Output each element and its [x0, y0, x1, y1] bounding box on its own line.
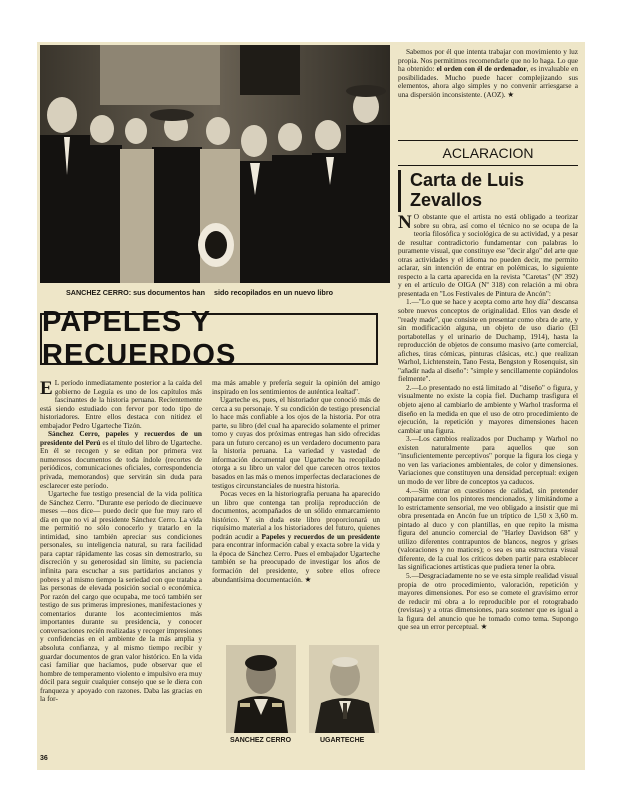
left-paragraph-1: E L período inmediatamente posterior a la caída del gobierno de Leguía es uno de los capítulos más fascinantes de la historia peruana. Recientemente está siendo estudiado con fervor por todo tipo de historiadores. Entre ellos destaca con nitidez el embajador Pedro Ugarteche Tizón.	[40, 378, 202, 430]
drop-cap-n: N	[398, 212, 412, 233]
right-paragraph-2: 2.—Lo presentado no está limitado al "diseño" o figura, y visualmente no existe la copia fiel. Duchamp trasfigura el objeto ajeno al cambiarlo de ambiente y Warhol trasforma el diseño en la medida en que el uso de otro procedimiento de ejecución, la repetición y mayores dimensiones hacen cambiar una figura.	[398, 382, 578, 435]
right-column	[398, 213, 578, 632]
photo-caption-left: SANCHEZ CERRO: sus documentos han	[66, 288, 205, 297]
page-number: 36	[40, 755, 48, 762]
portrait-caption-sanchez-cerro: SANCHEZ CERRO	[230, 737, 292, 744]
right-paragraph-1: 1.—"Lo que se hace y acepta como arte hoy día" descansa sobre nuevos conceptos de originalidad. Ellos van desde el "ready made", que consiste en presentar como obra de arte, y sin modificación alguna, un objeto de uso diario (El portabotellas y el urinario de Duchamp, 1914), hasta la reproducción de objetos de consumo masivo (arte comercial, afiches, tiras cómicas, pinturas clásicas, etc.) que realizan Warhol, Lichtenstein, Tano Festa, Bengston y Rosenquist, sin "añadir nada al diseño": "simple y sencillamente copiándolos fielmente".	[398, 297, 578, 384]
letter-subtitle: Carta de Luis Zevallos	[410, 170, 525, 210]
left-column	[40, 379, 202, 704]
middle-column	[212, 379, 380, 584]
right-paragraph-4: 4.—Sin entrar en cuestiones de calidad, sin pretender compararme con los pintores mencionados, y limitándome a lo estrictamente sensorial, me veo obligado a insistir que mi obra presentada en Ancón fue un tríptico de 1,50 x 3,60 m. pintado al duco y con plantillas, en que repito la misma figura del anuncio comercial de "Harley Davidson 68" y utilizo diferentes contrapuntos de blancos, negros y grises (valoraciones y no matices); o sea es una estructura visual diferente, de la cual los críticos deben partir para establecer las significaciones artísticas que pudiera tener la obra.	[398, 485, 578, 572]
drop-cap-e: E	[40, 378, 53, 399]
mid-paragraph-1: ma más amable y prefería seguir la opinión del amigo inspirado en los sentimientos de auténtica lealtad".	[212, 378, 380, 396]
portrait-caption-ugarteche: UGARTECHE	[320, 737, 365, 744]
mid-paragraph-2: Ugarteche es, pues, el historiador que conoció más de cerca a su personaje. Y su condición de testigo presencial lo hace más confiable a los ojos de la historia. Por otra parte, su libro (del cual ha aparecido solamente el primer tomo y cuyas dos próximas entregas han sido ofrecidas para un futuro cercano) es un verdadero documento para la historia peruana. La variedad y vastedad de información documental que Ugarteche ha recopilado otorga a su libro un valor del que carecen otros textos basados en las más o menos imperfectas declaraciones de testigos circunstanciales de nuestra historia.	[212, 395, 380, 490]
section-top-rule	[398, 140, 578, 141]
photo-caption-right: sido recopilados en un nuevo libro	[214, 288, 334, 297]
section-label: ACLARACION	[398, 141, 578, 166]
article-title-box	[40, 306, 378, 371]
sanchez-cerro-portrait	[226, 645, 296, 733]
ugarteche-portrait	[309, 645, 379, 733]
mid-paragraph-3: Pocas veces en la historiografía peruana ha aparecido un libro que contenga tan prolija reproducción de documentos, acompañados de un sólido enmarcamiento histórico. Y sin duda este libro proporcionará un riquísimo material a los historiadores del futuro, quienes podrán acudir a Papeles y recuerdos de un presidente para encontrar información cabal y exacta sobre la vida y la época de Sánchez Cerro. Pues el embajador Ugarteche también se ha preocupado de investigar los años de formación del presidente, y sobre ellos ofrece abundantísima documentación. ★	[212, 489, 380, 584]
right-paragraph-intro: N O obstante que el artista no está obligado a teorizar sobre su obra, así como el técnico no se ocupa de la teoría filosófica y sociológica de su actividad, y a pesar de resultar contradictorio fundamentar con palabras lo puramente visual, que constituye ese "decir algo" del arte que otras actividades y el idioma no pueden decir, me permito aclarar, sin intención de entrar en polémicas, lo siguiente respecto a la carta aparecida en la revista "Caretas" (Nº 392) y en el artículo de OIGA (Nº 318) con relación a mi obra presentada en "Los Festivales de Pintura de Ancón":	[398, 212, 578, 298]
right-paragraph-5: 5.—Desgraciadamente no se ve esta simple realidad visual propia de otro procedimiento, valoración, repetición y mayores dimensiones. Por eso se comete el gravísimo error de reducir mi obra a lo reproducible por el rotograbado (revistas) y a otras dimensiones, para sostener que es igual a la figura del anuncio que he tomado como tema. Supongo que sea un error perceptual. ★	[398, 570, 578, 632]
left-paragraph-2: Sánchez Cerro, papeles y recuerdos de un presidente del Perú es el título del libro de Ugarteche. En él se recogen y se editan por primera vez numerosos documentos de toda índole (recortes de periódicos, comunicaciones oficiales, correspondencia privada, memorandos) que servirán sin duda para esclarecer este período.	[40, 429, 203, 490]
right-top-paragraph: Sabemos por él que intenta trabajar con movimiento y luz propia. Nos permitimos recomendarle que no lo haga. Lo que ha obtenido: el orden con él de ordenador, es invaluable en posibilidades. Mucho puede hacer complejizando sus elementos, ahora algo simples y no convenir arriesgarse a una dispersión inconsistente. (AOZ). ★	[398, 47, 579, 99]
subtitle-bar	[398, 170, 401, 212]
left-paragraph-3: Ugarteche fue testigo presencial de la vida política de Sánchez Cerro. "Durante ese período de diecinueve meses —nos dice— puedo decir que fue muy raro el día en que no vi al presidente Sánchez Cerro. La vida me permitió no sólo conocerlo y tratarlo en la intimidad, sino también apreciar sus condiciones personales, su inteligencia natural, su rara facilidad para captar rápidamente las cosas sin demostrarlo, su discreción y su generosidad sin límite, su paciencia infinita para escuchar a sus partidarios ancianos y pobres y al mismo tiempo la seriedad con que trataba a las personas de elevada posición social o económica. Por razón del cargo que ocupaba, me tocó también ser testigo de sus primeras impresiones, manifestaciones y comentarios durante los acontecimientos más importantes durante su presidencia, y conocer conversaciones recién realizadas y recoger impresiones y confidencias en el ambiente de la más amplia y absoluta confianza, y al mismo tiempo recibir y guardar documentos de gran valor histórico. En la vida casi familiar que hacíamos, pude observar que el hombre de temperamento violento e impulsivo era muy dócil para seguir cualquier consejo que se le diera con franqueza y apoyado con razones. Daba las gracias en la for-	[40, 489, 202, 704]
article-title: PAPELES Y RECUERDOS	[42, 306, 237, 371]
right-paragraph-3: 3.—Los cambios realizados por Duchamp y Warhol no existen naturalmente para aquellos que son "insuficientemente perceptivos" porque la figura los ciega y no ven las variaciones ambientales, de color y dimensiones. Variaciones que constituyen una densidad perceptual: exigen un modo de ver libre de conceptos ya caducos.	[398, 434, 578, 486]
sanchez-cerro-crowd-photo	[40, 45, 390, 283]
right-top-text	[398, 48, 578, 99]
